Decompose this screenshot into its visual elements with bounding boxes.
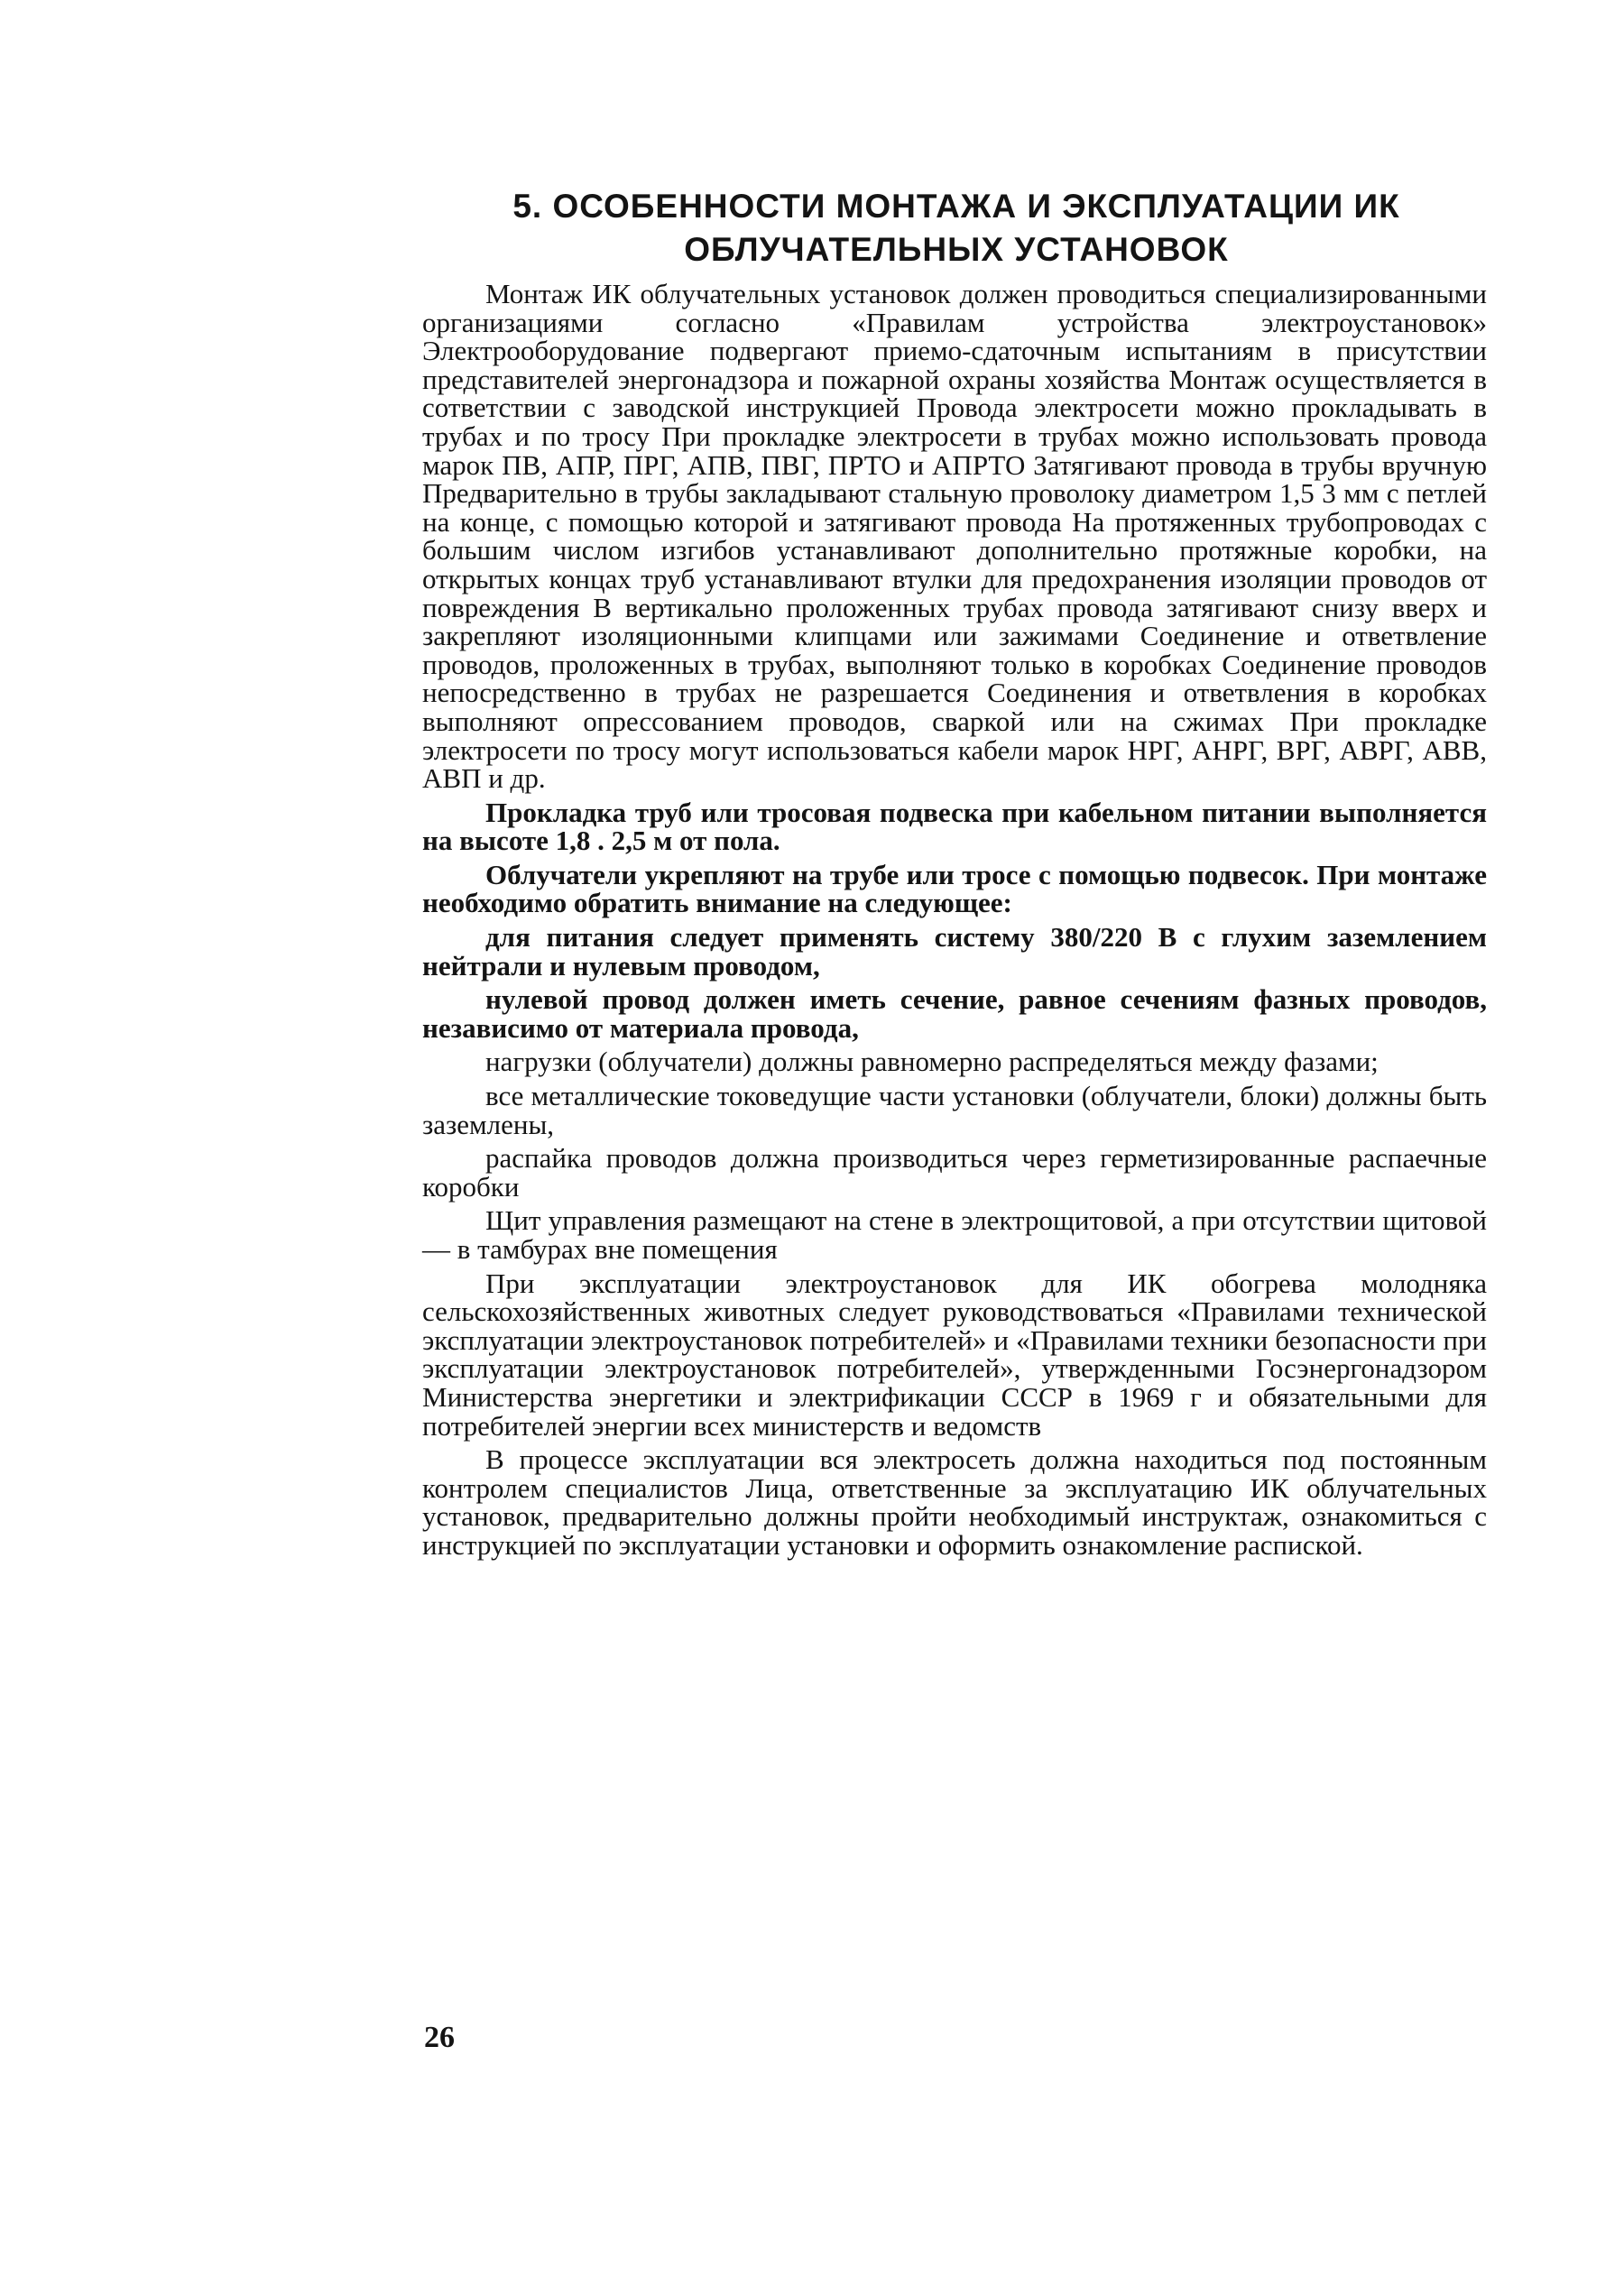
page-number: 26 [424, 2021, 455, 2054]
paragraph-pipe-height: Прокладка труб или тросовая подвеска при кабельном питании выполняется на высоте 1,8 . 2,5 м от пола. [422, 796, 1487, 857]
body-text [422, 280, 1487, 1565]
section-heading-line-1: 5. ОСОБЕННОСТИ МОНТАЖА И ЭКСПЛУАТАЦИИ ИК [512, 188, 1400, 225]
paragraph-installation: Монтаж ИК облучательных установок должен проводиться специализированными организациями согласно «Правилам устройства электроустановок» Электрооборудование подвергают приемо-сдаточным испытаниям в присутствии представителей энергонадзора и пожарной охраны хозяйства Монтаж осуществляется в сответствии с заводской инструкцией Провода электросети можно прокладывать в трубах и по тросу При прокладке электросети в трубах можно использовать провода марок ПВ, АПР, ПРГ, АПВ, ПВГ, ПРТО и АПРТО Затягивают провода в трубы вручную Предварительно в трубы закладывают стальную проволоку диаметром 1,5 3 мм с петлей на конце, с помощью которой и затягивают провода На протяженных трубопроводах с большим числом изгибов устанавливают дополнительно протяжные коробки, на открытых концах труб устанавливают втулки для предохранения изоляции проводов от повреждения В вертикально проложенных трубах провода затягивают снизу вверх и закрепляют изоляционными клипцами или зажимами Соединение и ответвление проводов, проложенных в трубах, выполняют только в коробках Соединение проводов непосредственно в трубах не разрешается Соединения и ответвления в коробках выполняют опрессованием проводов, сваркой или на сжимах При прокладке электросети по тросу могут использоваться кабели марок НРГ, АНРГ, ВРГ, АВРГ, АВВ, АВП и др. [422, 278, 1487, 795]
section-heading [424, 185, 1489, 272]
paragraph-power-system: для питания следует применять систему 380/220 В с глухим заземлением нейтрали и нулевым проводом, [422, 921, 1487, 982]
section-heading-line-2: ОБЛУЧАТЕЛЬНЫХ УСТАНОВОК [684, 231, 1229, 268]
paragraph-irradiator-mounting: Облучатели укрепляют на трубе или тросе с помощью подвесок. При монтаже необходимо обратить внимание на следующее: [422, 858, 1487, 919]
paragraph-junction-boxes: распайка проводов должна производиться через герметизированные распаечные коробки [422, 1142, 1487, 1203]
paragraph-grounding: все металлические токоведущие части установки (облучатели, блоки) должны быть заземлены, [422, 1080, 1487, 1140]
paragraph-phase-load: нагрузки (облучатели) должны равномерно распределяться между фазами; [485, 1046, 1379, 1078]
paragraph-control-panel: Щит управления размещают на стене в электрощитовой, а при отсутствии щитовой — в тамбурах вне помещения [422, 1204, 1487, 1265]
paragraph-operation-rules: При эксплуатации электроустановок для ИК обогрева молодняка сельскохозяйственных животных следует руководствоваться «Правилами технической эксплуатации электроустановок потребителей» и «Правилами техники безопасности при эксплуатации электроустановок потребителей», утвержденными Госэнергонадзором Министерства энергетики и электрификации СССР в 1969 г и обязательными для потребителей энергии всех министерств и ведомств [422, 1267, 1487, 1442]
paragraph-neutral-wire: нулевой провод должен иметь сечение, равное сечениям фазных проводов, независимо от материала провода, [422, 983, 1487, 1044]
paragraph-supervision: В процессе эксплуатации вся электросеть должна находиться под постоянным контролем специалистов Лица, ответственные за эксплуатацию ИК облучательных установок, предварительно должны пройти необходимый инструктаж, ознакомиться с инструкцией по эксплуатации установки и оформить ознакомление распиской. [422, 1443, 1487, 1561]
